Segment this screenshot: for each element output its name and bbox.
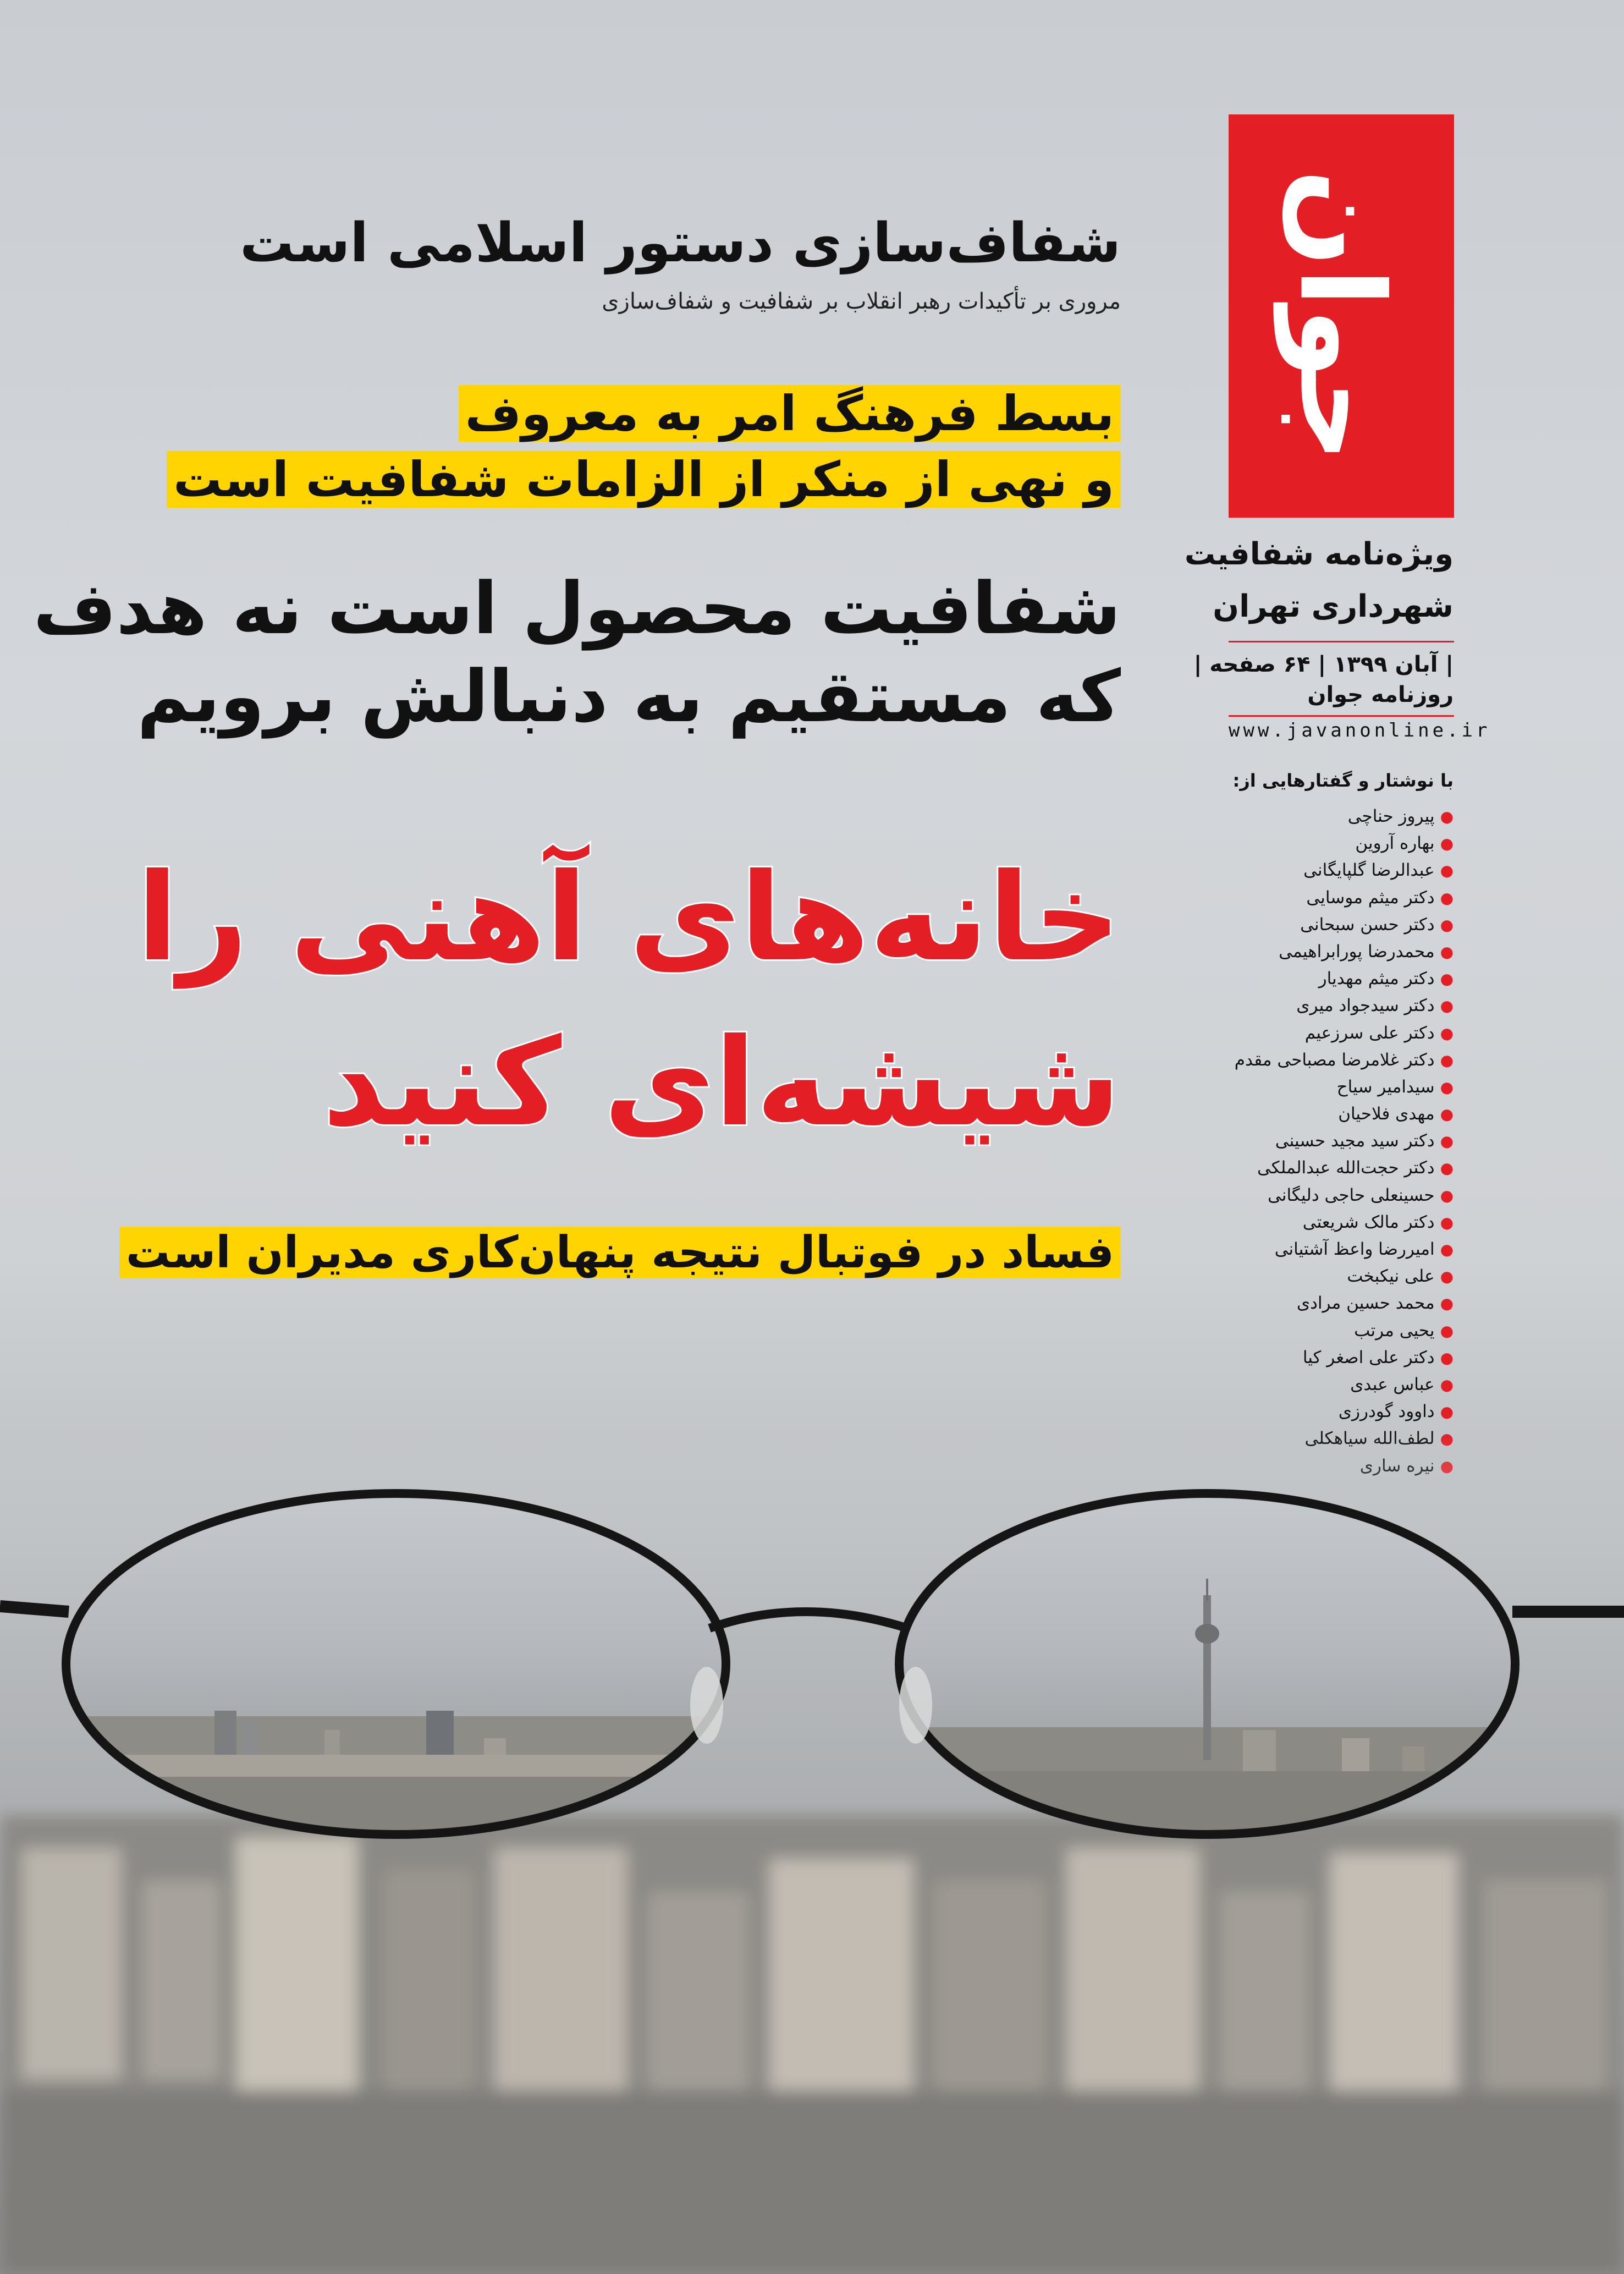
contributor-name: مهدی فلاحیان [1338,1104,1435,1124]
headline-transparency-islamic: شفاف‌سازی دستور اسلامی است [240,212,1121,274]
contributor-name: پیروز حناچی [1347,806,1435,826]
contributor-name: دکتر مالک شریعتی [1302,1212,1435,1232]
highlight-text: و نهی از منکر از الزامات شفافیت است [167,451,1121,508]
contributor-item [1168,1344,1454,1371]
headline-football [119,1227,1121,1278]
contributor-item [1168,1128,1454,1155]
contributors-list [1168,803,1454,1480]
bullet-icon: ● [1440,1240,1454,1259]
headline-product-line1: شفافیت محصول است نه هدف [33,567,1121,650]
bullet-icon: ● [1440,1051,1454,1069]
contributor-item [1168,885,1454,911]
bullet-icon: ● [1440,1132,1454,1151]
contributor-name: دکتر میثم مهدیار [1318,969,1435,989]
contributor-item [1168,1290,1454,1317]
main-headline-line1: خانه‌های آهنی را [136,847,1121,988]
contributor-item [1168,1236,1454,1263]
bullet-icon: ● [1440,1213,1454,1232]
contributor-name: دکتر غلامرضا مصباحی مقدم [1234,1050,1435,1070]
bullet-icon: ● [1440,861,1454,880]
contributor-item [1168,803,1454,830]
contributor-name: دکتر علی سرزعیم [1304,1023,1435,1043]
contributor-item [1168,1263,1454,1290]
contributor-name: امیررضا واعظ آشتیانی [1274,1239,1435,1259]
newspaper-name: روزنامه جوان [1307,682,1454,707]
contributor-name: حسینعلی حاجی دلیگانی [1268,1185,1435,1205]
contributor-name: عبدالرضا گلپایگانی [1303,860,1435,881]
contributor-item [1168,938,1454,965]
contributor-item [1168,1047,1454,1074]
divider [1229,641,1454,642]
bullet-icon: ● [1440,915,1454,934]
bullet-icon: ● [1440,808,1454,826]
contributor-name: دکتر حسن سبحانی [1300,914,1435,935]
milad-tower-shaft [1203,1595,1211,1760]
headline-product-line2: که مستقیم به دنبالش برویم [137,655,1121,738]
bullet-icon: ● [1440,888,1454,907]
bullet-icon: ● [1440,1105,1454,1124]
contributor-name: علی نیکبخت [1347,1266,1435,1287]
contributor-item [1168,1398,1454,1425]
contributor-item [1168,830,1454,857]
bullet-icon: ● [1440,1294,1454,1313]
contributor-item [1168,1101,1454,1128]
contributor-item [1168,1155,1454,1182]
bullet-icon: ● [1440,970,1454,988]
contributor-item [1168,965,1454,992]
contributor-name: داوود گودرزی [1338,1402,1435,1422]
website-link[interactable]: www.javanonline.ir [1229,719,1491,741]
contributor-item [1168,911,1454,938]
headline-culture-line2 [167,451,1121,508]
contributor-item [1168,1020,1454,1047]
bullet-icon: ● [1440,1186,1454,1205]
bullet-icon: ● [1440,1024,1454,1042]
edition-subtitle: شهرداری تهران [1213,589,1454,624]
bullet-icon: ● [1440,1078,1454,1096]
contributors-title: با نوشتار و گفتارهایی از: [1232,770,1454,791]
contributor-item [1168,1074,1454,1101]
highlight-text: فساد در فوتبال نتیجه پنهان‌کاری مدیران است [119,1227,1121,1278]
contributor-name: محمدرضا پورابراهیمی [1279,941,1435,962]
bullet-icon: ● [1440,997,1454,1015]
bullet-icon: ● [1440,1159,1454,1178]
eyeglasses-city-photo [0,1430,1624,2274]
contributor-name: دکتر میثم موسایی [1306,887,1435,908]
contributor-name: محمد حسین مرادی [1296,1293,1435,1314]
contributor-name: بهاره آروین [1355,833,1435,854]
nose-pad [899,1667,932,1744]
main-headline-line2: شیشه‌ای کنید [322,1012,1121,1153]
edition-title: ویژه‌نامه شفافیت [1184,536,1454,572]
contributor-item [1168,1182,1454,1209]
headline-subtitle: مروری بر تأکیدات رهبر انقلاب بر شفافیت و شفاف‌سازی [602,289,1121,314]
contributor-name: دکتر حجت‌الله عبدالملکی [1257,1158,1435,1178]
bullet-icon: ● [1440,1403,1454,1421]
blurred-city [0,1815,1624,2274]
bullet-icon: ● [1440,1375,1454,1394]
masthead-logo [1229,114,1454,518]
contributor-name: عباس عبدی [1350,1374,1435,1394]
divider [1229,715,1454,717]
contributor-name: سیدامیر سیاح [1336,1076,1435,1097]
contributor-item [1168,992,1454,1019]
contributor-item [1168,1371,1454,1398]
contributor-item [1168,857,1454,884]
logo-wordmark: جوان [1274,169,1409,463]
headline-culture-line1 [459,385,1121,442]
contributor-item [1168,1317,1454,1344]
contributor-name: یحیی مرتب [1354,1320,1435,1341]
contributor-item [1168,1209,1454,1236]
bullet-icon: ● [1440,942,1454,961]
issue-date: | آبان ۱۳۹۹ | ۶۴ صفحه | [1193,652,1454,677]
milad-tower-head [1195,1624,1219,1644]
bullet-icon: ● [1440,1348,1454,1367]
highlight-text: بسط فرهنگ امر به معروف [459,385,1121,442]
contributor-name: دکتر سید مجید حسینی [1275,1131,1435,1151]
bullet-icon: ● [1440,1321,1454,1340]
bullet-icon: ● [1440,1267,1454,1286]
contributor-name: دکتر علی اصغر کیا [1302,1347,1435,1367]
contributor-name: دکتر سیدجواد میری [1296,996,1435,1016]
nose-pad [690,1667,723,1744]
bullet-icon: ● [1440,834,1454,853]
